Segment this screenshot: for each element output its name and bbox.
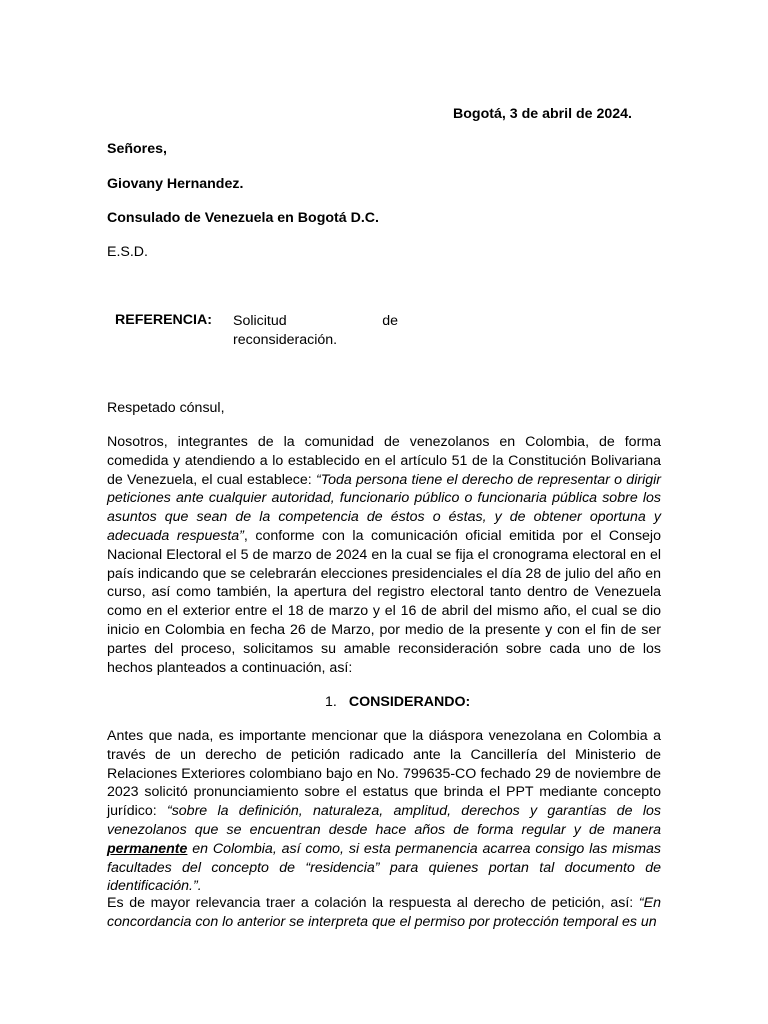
salutation-header: Señores, [107, 141, 167, 157]
recipient-institution: Consulado de Venezuela en Bogotá D.C. [107, 210, 379, 226]
paragraph-1-intro: Nosotros, integrantes de la comunidad de venezolanos en Colombia, de forma comedida y atendiendo a lo establecido en el artículo 51 de la Constitución Bolivariana de Venezuela, el cual establece: [107, 434, 661, 488]
body-paragraph-3 [107, 894, 661, 932]
paragraph-2-quote-part1: “sobre la definición, naturaleza, amplitud, derechos y garantías de los venezolanos que se encuentran desde hace años de forma regular y de manera [107, 803, 661, 838]
greeting: Respetado cónsul, [107, 400, 225, 416]
paragraph-1-quote: “Toda persona tiene el derecho de representar o dirigir peticiones ante cualquier autoridad, funcionario público o funcionaria pública sobre los asuntos que sean de la competencia de éstos o éstas, y de obtener oportuna y adecuada respuesta” [107, 471, 661, 544]
paragraph-2-emphasis: permanente [107, 840, 188, 857]
recipient-name: Giovany Hernandez. [107, 176, 244, 192]
section-number: 1. [325, 694, 337, 710]
esd-line: E.S.D. [107, 244, 148, 260]
body-paragraph-2 [107, 727, 661, 896]
paragraph-2-intro: Antes que nada, es importante mencionar que la diáspora venezolana en Colombia a través de un derecho de petición radicado ante la Cancillería del Ministerio de Relaciones Exteriores colombiano bajo en No. 799635-CO fechado 29 de noviembre de 2023 solicitó pronunciamiento sobre el estatus que brinda el PPT mediante concepto jurídico: [107, 728, 661, 820]
paragraph-1-rest: , conforme con la comunicación oficial emitida por el Consejo Nacional Electoral el 5 de marzo de 2024 en la cual se fija el cronograma electoral en el país indicando que se celebrarán elecciones presidenciales el día 28 de julio del año en curso, así como también, la apertura del registro electoral tanto dentro de Venezuela como en el exterior entre el 18 de marzo y el 16 de abril del mismo año, el cual se dio inicio en Colombia en fecha 26 de Marzo, por medio de la presente y con el fin de ser partes del proceso, solicitamos su amable reconsideración sobre cada uno de los hechos planteados a continuación, así: [107, 527, 661, 676]
paragraph-3-quote: “En concordancia con lo anterior se interpreta que el permiso por protección temporal es un [107, 895, 661, 930]
reference-value-line2: reconsideración. [233, 332, 338, 348]
reference-label: REFERENCIA: [115, 312, 212, 328]
section-title: CONSIDERANDO: [348, 694, 471, 710]
paragraph-3-intro: Es de mayor relevancia traer a colación la respuesta al derecho de petición, así: [107, 895, 639, 911]
body-paragraph-1 [107, 433, 661, 677]
paragraph-2-quote-part2: en Colombia, así como, si esta permanencia acarrea consigo las mismas facultades del concepto de “residencia” para quienes portan tal documento de identificación.”. [107, 840, 661, 895]
section-heading [325, 694, 470, 710]
reference-value-line1: Solicitud de [233, 313, 398, 329]
reference-value [233, 312, 398, 350]
letter-date: Bogotá, 3 de abril de 2024. [453, 106, 632, 122]
